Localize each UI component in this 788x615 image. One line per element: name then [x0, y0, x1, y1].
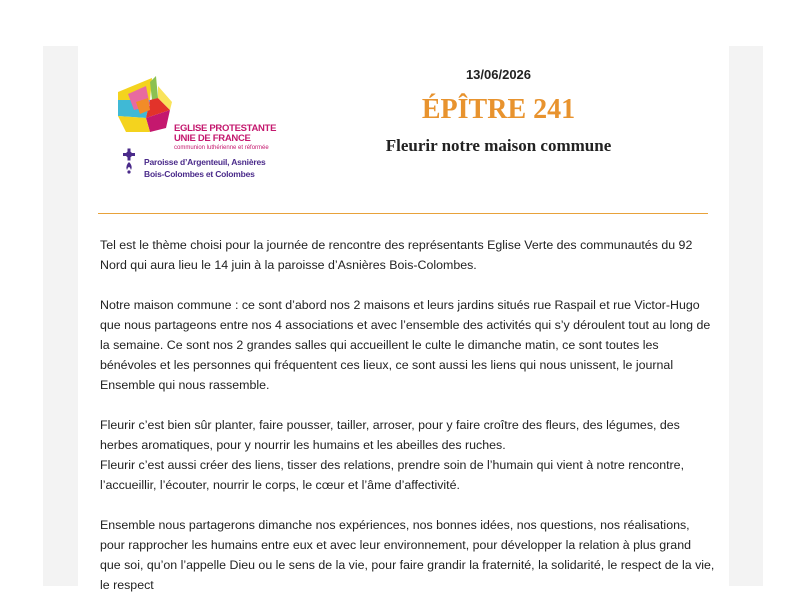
church-logo: [116, 76, 276, 184]
issue-subtitle: Fleurir notre maison commune: [385, 136, 612, 155]
paragraph-3-line-a: Fleurir c’est bien sûr planter, faire pousser, tailler, arroser, pour y faire croître des fleurs, des légumes, des herbes aromatiques, pour y nourrir les humains et les abeilles des ruches.: [100, 418, 680, 452]
paragraph-3: [100, 415, 715, 495]
issue-date: 13/06/2026: [465, 67, 532, 82]
issue-title: ÉPÎTRE 241: [421, 94, 576, 125]
paragraph-3-line-b: Fleurir c’est aussi créer des liens, tisser des relations, prendre soin de l’humain qui vient à notre rencontre, l’accueillir, l’écouter, nourrir le corps, le cœur et l’âme d’affectivité.: [100, 458, 685, 492]
logo-tagline: communion luthérienne et réformée: [174, 145, 269, 151]
logo-parish-line-1: Paroisse d’Argenteuil, Asnières: [144, 157, 266, 167]
article-body: [100, 235, 715, 615]
logo-parish-line-2: Bois-Colombes et Colombes: [144, 169, 255, 179]
paragraph-4: Ensemble nous partagerons dimanche nos expériences, nos bonnes idées, nos questions, nos réalisations, pour rapprocher les humains entre eux et avec leur environnement, pour développer la relation à plus grand que soi, qu’on l’appelle Dieu ou le sens de la vie, pour faire grandir la fraternité, la solidarité, le respect de la vie, le respect: [100, 518, 715, 592]
logo-line-2: UNIE DE FRANCE: [174, 133, 251, 144]
paragraph-1: Tel est le thème choisi pour la journée de rencontre des représentants Eglise Verte des communautés du 92 Nord qui aura lieu le 14 juin à la paroisse d’Asnières Bois-Colombes.: [100, 238, 693, 272]
paragraph-2: Notre maison commune : ce sont d’abord nos 2 maisons et leurs jardins situés rue Raspail et rue Victor-Hugo que nous partageons entre nos 4 associations et avec l’ensemble des activités qui s’y déroulent tout au long de la semaine. Ce sont nos 2 grandes salles qui accueillent le culte le dimanche matin, ce sont toutes les bénévoles et les personnes qui fréquentent ces lieux, ce sont aussi les liens qui nous unissent, le journal Ensemble qui nous rassemble.: [100, 298, 711, 392]
header-divider: [98, 213, 708, 214]
newsletter-content: [78, 46, 729, 592]
logo-line-1: EGLISE PROTESTANTE: [174, 123, 277, 134]
